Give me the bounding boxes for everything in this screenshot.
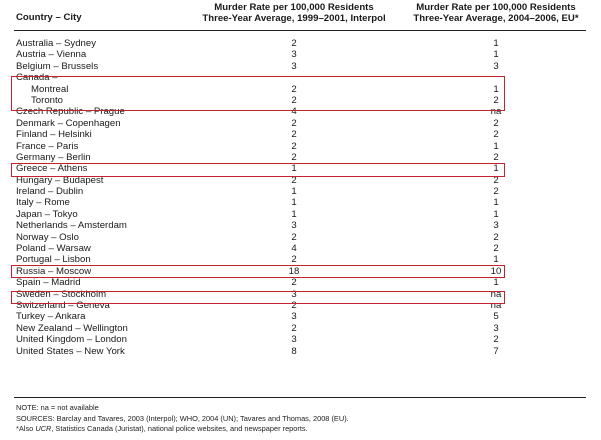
city-cell: United States – New York [16, 345, 125, 357]
eu-rate-cell: 3 [493, 322, 499, 334]
city-cell: Greece – Athens [16, 163, 88, 175]
eu-rate-cell: 1 [493, 163, 499, 175]
interpol-rate-cell: 1 [291, 197, 297, 209]
table-row [0, 141, 601, 152]
eu-rate-cell: 1 [493, 83, 499, 95]
table-row [0, 209, 601, 220]
also-line [16, 424, 349, 435]
eu-rate-cell: 1 [493, 140, 499, 152]
city-cell: Canada – [16, 72, 58, 84]
also-rest: , Statistics Canada (Juristat), national police websites, and newspaper reports. [51, 424, 308, 433]
city-cell: Germany – Berlin [16, 151, 91, 163]
city-cell: Czech Republic – Prague [16, 106, 125, 118]
table-row [0, 49, 601, 60]
interpol-rate-cell: 2 [291, 277, 297, 289]
eu-rate-cell: 1 [493, 38, 499, 49]
eu-rate-cell: 1 [493, 254, 499, 266]
also-italic: UCR [35, 424, 52, 433]
sources-line: SOURCES: Barclay and Tavares, 2003 (Interpol); WHO, 2004 (UN); Tavares and Thomas, 2008 (EU). [16, 413, 349, 423]
eu-rate-cell: 2 [493, 129, 499, 141]
interpol-rate-cell: 1 [291, 186, 297, 198]
interpol-rate-cell: 4 [291, 243, 297, 255]
interpol-rate-cell: 2 [291, 254, 297, 266]
table-row [0, 323, 601, 334]
interpol-rate-cell: 2 [291, 299, 297, 311]
eu-rate-cell: 3 [493, 220, 499, 232]
interpol-rate-cell: 2 [291, 94, 297, 106]
eu-header-line1: Murder Rate per 100,000 Residents [416, 2, 576, 13]
city-cell: Turkey – Ankara [16, 311, 86, 323]
interpol-rate-cell: 2 [291, 129, 297, 141]
city-cell: Finland – Helsinki [16, 129, 92, 141]
footer-rule [14, 397, 586, 398]
interpol-rate-cell: 18 [288, 265, 300, 277]
note-line: NOTE: na = not available [16, 403, 99, 412]
eu-rate-cell: 2 [493, 151, 499, 163]
interpol-rate-cell: 3 [291, 311, 297, 323]
eu-rate-header [413, 2, 578, 24]
interpol-rate-cell: 2 [291, 117, 297, 129]
city-cell: Hungary – Budapest [16, 174, 104, 186]
city-cell: Russia – Moscow [16, 265, 92, 277]
eu-rate-cell: na [490, 288, 502, 300]
interpol-rate-cell: 2 [291, 174, 297, 186]
interpol-rate-cell: 3 [291, 49, 297, 61]
table-row [0, 61, 601, 72]
interpol-rate-cell: 2 [291, 38, 297, 49]
interpol-rate-cell: 3 [291, 60, 297, 72]
eu-rate-cell: 2 [493, 243, 499, 255]
city-cell: Austria – Vienna [16, 49, 87, 61]
eu-rate-cell: 1 [493, 197, 499, 209]
highlight-box-germany [11, 163, 505, 177]
eu-rate-cell: 1 [493, 49, 499, 61]
interpol-rate-cell: 2 [291, 83, 297, 95]
city-cell: Portugal – Lisbon [16, 254, 91, 266]
interpol-rate-cell: 2 [291, 151, 297, 163]
eu-rate-cell: 1 [493, 208, 499, 220]
city-cell: Switzerland – Geneva [16, 299, 110, 311]
city-cell: New Zealand – Wellington [16, 322, 128, 334]
table-header [0, 0, 601, 30]
city-cell: Spain – Madrid [16, 277, 81, 289]
interpol-rate-cell: 8 [291, 345, 297, 357]
eu-rate-cell: 2 [493, 94, 499, 106]
table-row [0, 197, 601, 208]
table-row [0, 152, 601, 163]
highlight-box-canada [11, 76, 505, 111]
interpol-header-line1: Murder Rate per 100,000 Residents [214, 2, 374, 13]
highlight-box-russia [11, 288, 505, 304]
interpol-rate-cell: 3 [291, 288, 297, 300]
table-row [0, 38, 601, 49]
city-cell: Italy – Rome [16, 197, 70, 209]
interpol-rate-cell: 1 [291, 208, 297, 220]
eu-rate-cell: 3 [493, 60, 499, 72]
eu-rate-cell: 2 [493, 117, 499, 129]
interpol-rate-cell: 4 [291, 106, 297, 118]
eu-rate-cell: 2 [493, 174, 499, 186]
city-cell: Denmark – Copenhagen [16, 117, 121, 129]
eu-rate-cell: 2 [493, 334, 499, 346]
table-row [0, 243, 601, 254]
interpol-rate-cell: 2 [291, 140, 297, 152]
city-cell: Toronto [31, 94, 63, 106]
interpol-rate-header [202, 2, 385, 24]
city-cell: France – Paris [16, 140, 79, 152]
country-city-header: Country – City [16, 12, 82, 23]
table-row [0, 220, 601, 231]
city-cell: United Kingdom – London [16, 334, 127, 346]
table-notes [16, 403, 349, 435]
table-row [0, 232, 601, 243]
table-row [0, 346, 601, 357]
eu-rate-cell: 2 [493, 186, 499, 198]
highlight-box-poland [11, 265, 505, 278]
city-cell: Australia – Sydney [16, 38, 96, 49]
table-row [0, 311, 601, 322]
table-row [0, 277, 601, 288]
city-cell: Japan – Tokyo [16, 208, 78, 220]
table-row [0, 118, 601, 129]
city-cell: Ireland – Dublin [16, 186, 84, 198]
also-prefix: *Also [16, 424, 36, 433]
interpol-rate-cell: 2 [291, 231, 297, 243]
table-row [0, 129, 601, 140]
table-row [0, 334, 601, 345]
eu-header-line2: Three-Year Average, 2004–2006, EU* [413, 13, 579, 24]
eu-rate-cell: 2 [493, 231, 499, 243]
eu-rate-cell: 5 [493, 311, 499, 323]
eu-rate-cell: 1 [493, 277, 499, 289]
city-cell: Netherlands – Amsterdam [16, 220, 127, 232]
table-row [0, 186, 601, 197]
interpol-rate-cell: 3 [291, 334, 297, 346]
eu-rate-cell: 7 [493, 345, 499, 357]
eu-rate-cell: 10 [490, 265, 502, 277]
city-cell: Poland – Warsaw [16, 243, 91, 255]
header-rule [14, 30, 586, 31]
interpol-rate-cell: 3 [291, 220, 297, 232]
city-cell: Belgium – Brussels [16, 60, 99, 72]
city-cell: Norway – Oslo [16, 231, 79, 243]
eu-rate-cell: na [490, 106, 502, 118]
interpol-rate-cell: 1 [291, 163, 297, 175]
city-cell: Sweden – Stockholm [16, 288, 107, 300]
city-cell: Montreal [31, 83, 69, 95]
interpol-header-line2: Three-Year Average, 1999–2001, Interpol [202, 13, 386, 24]
eu-rate-cell: na [490, 299, 502, 311]
interpol-rate-cell: 2 [291, 322, 297, 334]
